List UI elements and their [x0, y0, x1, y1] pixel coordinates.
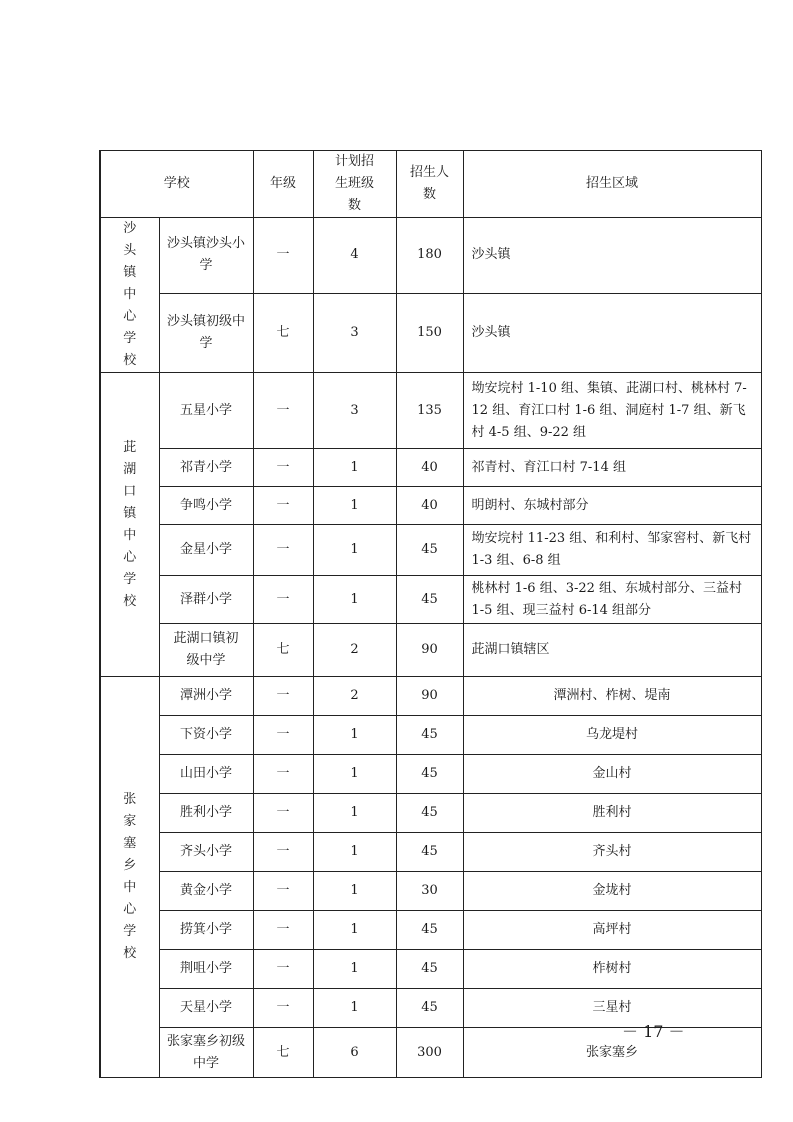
table-row	[100, 794, 761, 833]
table-row	[100, 872, 761, 911]
region-cell: 乌龙堤村	[463, 716, 761, 755]
classes-cell: 6	[313, 1028, 396, 1078]
school-name: 黄金小学	[159, 872, 253, 911]
students-cell: 90	[396, 677, 463, 716]
students-cell: 180	[396, 218, 463, 294]
school-name: 山田小学	[159, 755, 253, 794]
region-cell: 柞树村	[463, 950, 761, 989]
table-row	[100, 677, 761, 716]
group-name-zhangjiasai: 张家塞乡中心学校	[100, 677, 159, 1078]
table-row	[100, 525, 761, 576]
students-cell: 45	[396, 525, 463, 576]
page-number: － 17 －	[622, 1022, 685, 1041]
table-row	[100, 576, 761, 624]
school-name: 齐头小学	[159, 833, 253, 872]
enrollment-table	[99, 150, 762, 1078]
table-row	[100, 911, 761, 950]
students-cell: 45	[396, 911, 463, 950]
school-name: 沙头镇沙头小学	[159, 218, 253, 294]
classes-cell: 1	[313, 950, 396, 989]
grade-cell: 一	[253, 487, 313, 525]
students-cell: 45	[396, 576, 463, 624]
grade-cell: 一	[253, 989, 313, 1028]
classes-cell: 2	[313, 677, 396, 716]
grade-cell: 一	[253, 716, 313, 755]
students-cell: 300	[396, 1028, 463, 1078]
classes-cell: 1	[313, 449, 396, 487]
header-students: 招生人数	[396, 151, 463, 218]
classes-cell: 1	[313, 576, 396, 624]
school-name: 胜利小学	[159, 794, 253, 833]
classes-cell: 1	[313, 716, 396, 755]
region-cell: 高坪村	[463, 911, 761, 950]
grade-cell: 七	[253, 624, 313, 677]
table-row	[100, 449, 761, 487]
region-cell: 坳安垸村 1-10 组、集镇、茈湖口村、桃林村 7-12 组、育江口村 1-6 组、洞庭村 1-7 组、新飞村 4-5 组、9-22 组	[463, 373, 761, 449]
students-cell: 30	[396, 872, 463, 911]
grade-cell: 一	[253, 677, 313, 716]
classes-cell: 1	[313, 487, 396, 525]
students-cell: 45	[396, 716, 463, 755]
school-name: 张家塞乡初级中学	[159, 1028, 253, 1078]
grade-cell: 一	[253, 576, 313, 624]
grade-cell: 一	[253, 755, 313, 794]
classes-cell: 2	[313, 624, 396, 677]
classes-cell: 4	[313, 218, 396, 294]
classes-cell: 1	[313, 872, 396, 911]
students-cell: 45	[396, 950, 463, 989]
region-cell: 沙头镇	[463, 293, 761, 372]
students-cell: 45	[396, 755, 463, 794]
school-name: 天星小学	[159, 989, 253, 1028]
table-row	[100, 624, 761, 677]
school-name: 争鸣小学	[159, 487, 253, 525]
students-cell: 90	[396, 624, 463, 677]
school-name: 荆咀小学	[159, 950, 253, 989]
grade-cell: 一	[253, 525, 313, 576]
school-name: 潭洲小学	[159, 677, 253, 716]
grade-cell: 七	[253, 293, 313, 372]
students-cell: 45	[396, 794, 463, 833]
classes-cell: 3	[313, 373, 396, 449]
table-row	[100, 950, 761, 989]
school-name: 沙头镇初级中学	[159, 293, 253, 372]
header-grade: 年级	[253, 151, 313, 218]
school-name: 金星小学	[159, 525, 253, 576]
table-row	[100, 293, 761, 372]
school-name: 茈湖口镇初级中学	[159, 624, 253, 677]
classes-cell: 1	[313, 525, 396, 576]
region-cell: 金山村	[463, 755, 761, 794]
grade-cell: 一	[253, 794, 313, 833]
region-cell: 茈湖口镇辖区	[463, 624, 761, 677]
students-cell: 150	[396, 293, 463, 372]
school-name: 捞箕小学	[159, 911, 253, 950]
grade-cell: 一	[253, 218, 313, 294]
header-school: 学校	[100, 151, 253, 218]
table-row	[100, 218, 761, 294]
students-cell: 135	[396, 373, 463, 449]
region-cell: 张家塞乡	[463, 1028, 761, 1078]
header-region: 招生区域	[463, 151, 761, 218]
grade-cell: 一	[253, 911, 313, 950]
grade-cell: 七	[253, 1028, 313, 1078]
classes-cell: 1	[313, 833, 396, 872]
classes-cell: 1	[313, 755, 396, 794]
table-row	[100, 755, 761, 794]
table-row	[100, 487, 761, 525]
region-cell: 祁青村、育江口村 7-14 组	[463, 449, 761, 487]
classes-cell: 1	[313, 911, 396, 950]
students-cell: 40	[396, 487, 463, 525]
school-name: 祁青小学	[159, 449, 253, 487]
table-row	[100, 373, 761, 449]
table-row	[100, 716, 761, 755]
region-cell: 齐头村	[463, 833, 761, 872]
classes-cell: 3	[313, 293, 396, 372]
grade-cell: 一	[253, 950, 313, 989]
students-cell: 45	[396, 989, 463, 1028]
region-cell: 桃林村 1-6 组、3-22 组、东城村部分、三益村 1-5 组、现三益村 6-14 组部分	[463, 576, 761, 624]
region-cell: 潭洲村、柞树、堤南	[463, 677, 761, 716]
grade-cell: 一	[253, 872, 313, 911]
grade-cell: 一	[253, 833, 313, 872]
region-cell: 沙头镇	[463, 218, 761, 294]
school-name: 五星小学	[159, 373, 253, 449]
students-cell: 40	[396, 449, 463, 487]
region-cell: 坳安垸村 11-23 组、和利村、邹家窖村、新飞村 1-3 组、6-8 组	[463, 525, 761, 576]
school-name: 下资小学	[159, 716, 253, 755]
grade-cell: 一	[253, 373, 313, 449]
group-name-shatou: 沙头镇中心学校	[100, 218, 159, 373]
classes-cell: 1	[313, 794, 396, 833]
header-row	[100, 151, 761, 218]
classes-cell: 1	[313, 989, 396, 1028]
table-row	[100, 833, 761, 872]
grade-cell: 一	[253, 449, 313, 487]
header-classes: 计划招生班级数	[313, 151, 396, 218]
region-cell: 明朗村、东城村部分	[463, 487, 761, 525]
region-cell: 胜利村	[463, 794, 761, 833]
school-name: 泽群小学	[159, 576, 253, 624]
group-name-cihukou: 茈湖口镇中心学校	[100, 373, 159, 677]
region-cell: 三星村	[463, 989, 761, 1028]
students-cell: 45	[396, 833, 463, 872]
region-cell: 金垅村	[463, 872, 761, 911]
